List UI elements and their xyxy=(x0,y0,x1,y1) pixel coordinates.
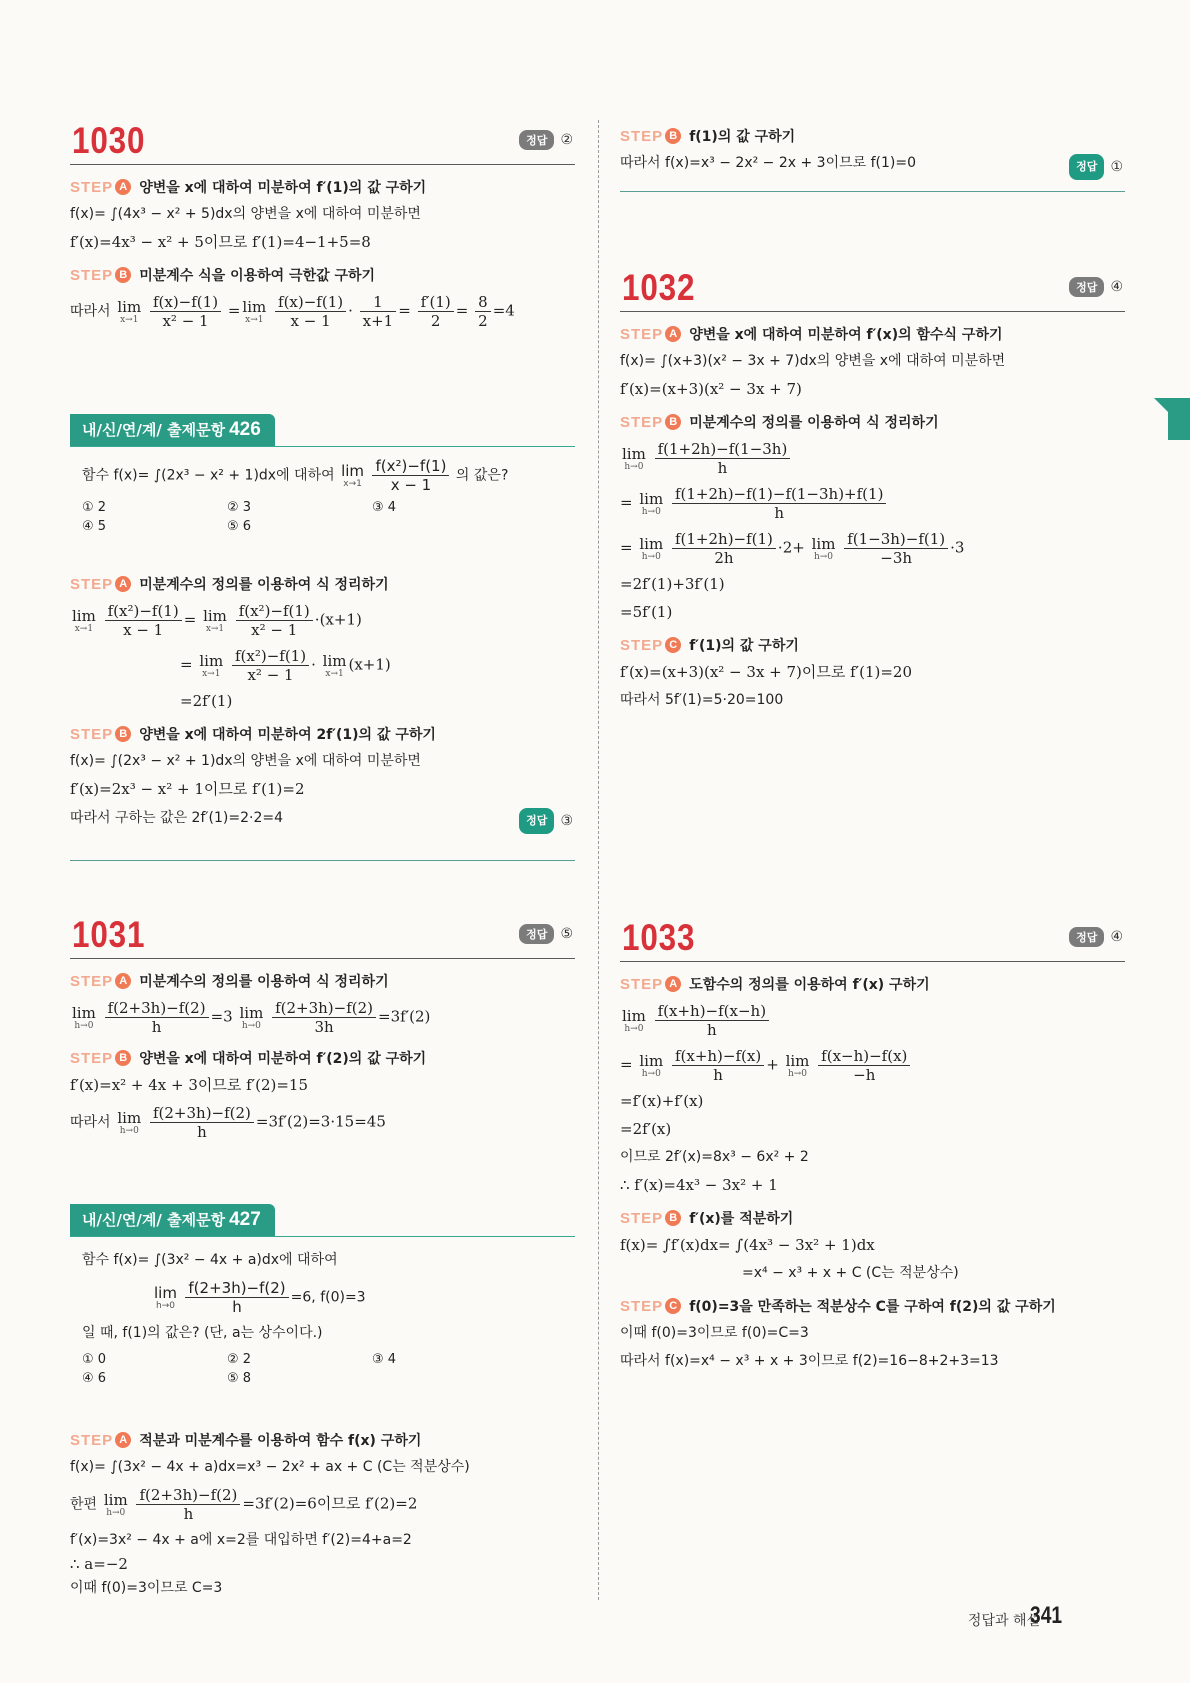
step-a xyxy=(620,324,1125,344)
answer-tag: 정답 xyxy=(1069,927,1104,947)
fraction: $\frac{\text{f(x²)−f(1)}}{x - 1}$ xyxy=(372,457,449,494)
limit-expression: lim h→0 $\frac{f(2+3h)-f(2)}{h}$ =3 lim h→0 $\frac{f(2+3h)-f(2)}{3h}$ =3f′(2) xyxy=(72,999,431,1036)
limit-symbol: lim h→0 xyxy=(154,1283,177,1311)
fraction: $\frac{f(1+2h)-f(1)}{2h}$ xyxy=(672,530,776,567)
fraction: $\frac{\text{f(x²)−f(1)}}{\text{x² − 1}}$ xyxy=(236,602,313,639)
choice[interactable]: ④ 5 xyxy=(82,519,107,534)
step-badge: B xyxy=(665,128,681,144)
step-a xyxy=(620,974,1125,994)
column-divider xyxy=(598,120,599,1600)
fraction: $\frac{f(2+3h)-f(2)}{h}$ xyxy=(185,1279,288,1316)
section-separator xyxy=(620,191,1125,192)
limit-symbol: lim x→1 xyxy=(72,606,96,634)
limit-expression: 한편 lim h→0 $\frac{f(2+3h)-f(2)}{h}$ =3f′(2)=6이므로 f′(2)=2 xyxy=(70,1486,418,1523)
problem-1030-continued xyxy=(620,120,1125,174)
step-title: f′(x)를 적분하기 xyxy=(689,1211,794,1227)
choice[interactable]: ⑤ 6 xyxy=(227,519,252,534)
solution-line: 따라서 f(x)=x³ − 2x² − 2x + 3이므로 f(1)=0 정답 ① xyxy=(620,152,1125,174)
solution-line: f(x)= ∫f′(x)dx= ∫(4x³ − 3x² + 1)dx xyxy=(620,1236,875,1254)
limit-symbol: lim h→0 xyxy=(117,1108,142,1136)
related-question-tab: 내/신/연/계/ 출제문항 426 xyxy=(70,414,275,446)
answer-tag: 정답 xyxy=(1069,154,1104,180)
fraction: $\frac{f(x)-f(1)}{x - 1}$ xyxy=(275,293,346,330)
solution-line: f′(x)=2x³ − x² + 1이므로 f′(1)=2 xyxy=(70,780,305,798)
choice[interactable]: ④ 6 xyxy=(82,1371,107,1386)
problem-header xyxy=(620,265,1125,312)
limit-symbol: lim h→0 xyxy=(622,1006,646,1034)
step-title: 양변을 x에 대하여 미분하여 f′(2)의 값 구하기 xyxy=(139,1051,427,1067)
limit-expression: = lim h→0 $\frac{f(1+2h)-f(1)}{2h}$ ·2+ lim h→0 $\frac{f(1-3h)-f(1)}{-3h}$ ·3 xyxy=(620,530,965,567)
solution-line: ∴ f′(x)=4x³ − 3x² + 1 xyxy=(620,1176,778,1194)
fraction: $\frac{f(1+2h)-f(1)-f(1-3h)+f(1)}{h}$ xyxy=(672,485,886,522)
solution-line: f′(x)=4x³ − x² + 5이므로 f′(1)=4−1+5=8 xyxy=(70,233,371,251)
limit-expression: 따라서 lim x→1 $\frac{f(x)-f(1)}{\text{x² − 1}}$ = lim x→1 $\frac{f(x)-f(1)}{x - 1}$ · $\frac{1}{x+1}$ = $\frac{f'(1)}{2}$ = $\frac{8}{2}$ =4 xyxy=(70,293,515,330)
answer-value: ④ xyxy=(1110,929,1123,945)
fraction: $\frac{f'(1)}{2}$ xyxy=(418,293,454,330)
solution-line: 이때 f(0)=3이므로 C=3 xyxy=(70,1580,223,1596)
limit-symbol: lim x→1 xyxy=(322,651,347,679)
problem-number: 1031 xyxy=(72,914,146,955)
step-badge: A xyxy=(115,179,131,195)
limit-symbol: lim h→0 xyxy=(639,534,664,562)
solution-line: 이때 f(0)=3이므로 f(0)=C=3 xyxy=(620,1325,809,1341)
question-text: 일 때, f(1)의 값은? (단, a는 상수이다.) xyxy=(82,1325,323,1341)
step-title: f(0)=3을 만족하는 적분상수 C를 구하여 f(2)의 값 구하기 xyxy=(689,1299,1056,1315)
solution-line: 따라서 f(x)=x⁴ − x³ + x + 3이므로 f(2)=16−8+2+3=13 xyxy=(620,1353,999,1369)
problem-number: 1033 xyxy=(622,917,696,958)
answer-choices xyxy=(70,500,575,534)
step-word: STEP xyxy=(70,575,114,593)
answer-box xyxy=(519,808,573,834)
solution-line: =f′(x)+f′(x) xyxy=(620,1092,704,1110)
problem-header xyxy=(620,915,1125,962)
question-condition: lim h→0 $\frac{f(2+3h)-f(2)}{h}$ =6, f(0)=3 xyxy=(154,1279,366,1316)
step-word: STEP xyxy=(70,725,114,743)
step-b xyxy=(70,724,575,744)
step-title: 미분계수 식을 이용하여 극한값 구하기 xyxy=(139,268,376,284)
limit-symbol: lim h→0 xyxy=(72,1003,96,1031)
answer-tag: 정답 xyxy=(519,808,554,834)
step-title: 양변을 x에 대하여 미분하여 f′(1)의 값 구하기 xyxy=(139,180,427,196)
step-badge: A xyxy=(665,976,681,992)
lead-text: 따라서 xyxy=(70,303,111,320)
limit-expression xyxy=(620,1002,1125,1039)
step-word: STEP xyxy=(70,972,114,990)
choice[interactable]: ② 3 xyxy=(227,500,252,515)
step-title: f(1)의 값 구하기 xyxy=(689,129,796,145)
step-c xyxy=(620,635,1125,655)
solution-line: f′(x)=(x+3)(x² − 3x + 7) xyxy=(620,380,802,398)
problem-1032 xyxy=(620,265,1125,711)
solution-line: 따라서 5f′(1)=5·20=100 xyxy=(620,692,784,708)
choice[interactable]: ① 0 xyxy=(82,1352,107,1367)
limit-symbol: lim h→0 xyxy=(785,1051,810,1079)
limit-symbol: lim x→1 xyxy=(117,297,142,325)
step-a xyxy=(70,574,575,594)
fraction: $\frac{1}{x+1}$ xyxy=(360,293,397,330)
step-b xyxy=(620,1208,1125,1228)
chapter-tab-marker xyxy=(1168,398,1190,440)
answer-value: ② xyxy=(560,132,573,148)
problem-1030 xyxy=(70,118,575,330)
solution-line: =2f′(1)+3f′(1) xyxy=(620,575,725,593)
limit-symbol: lim h→0 xyxy=(622,444,646,472)
section-separator xyxy=(70,860,575,861)
step-a xyxy=(70,1430,575,1450)
step-word: STEP xyxy=(620,1297,664,1315)
fraction: $\frac{\text{f(x²)−f(1)}}{x - 1}$ xyxy=(105,602,182,639)
related-question-tab: 내/신/연/계/ 출제문항 427 xyxy=(70,1204,275,1236)
step-word: STEP xyxy=(620,1209,664,1227)
limit-symbol: lim x→1 xyxy=(341,461,365,489)
question-text: 함수 f(x)= ∫(3x² − 4x + a)dx에 대하여 xyxy=(82,1252,338,1268)
step-badge: C xyxy=(665,1298,681,1314)
solution-line: f′(x)=x² + 4x + 3이므로 f′(2)=15 xyxy=(70,1076,309,1094)
solution-line: =2f′(x) xyxy=(620,1120,672,1138)
answer-box xyxy=(1069,277,1123,297)
fraction: $\frac{f(x+h)-f(x-h)}{h}$ xyxy=(655,1002,769,1039)
limit-symbol: lim h→0 xyxy=(811,534,836,562)
solution-line: f′(x)=(x+3)(x² − 3x + 7)이므로 f′(1)=20 xyxy=(620,663,912,681)
related-question-427 xyxy=(70,1204,575,1386)
fraction: $\frac{f(1-3h)-f(1)}{-3h}$ xyxy=(844,530,948,567)
step-title: f′(1)의 값 구하기 xyxy=(689,638,799,654)
choice[interactable]: ① 2 xyxy=(82,500,107,515)
fraction: $\frac{f(2+3h)-f(2)}{h}$ xyxy=(136,1486,240,1523)
step-word: STEP xyxy=(620,127,664,145)
step-badge: A xyxy=(115,576,131,592)
limit-symbol: lim x→1 xyxy=(242,297,267,325)
limit-expression: = lim h→0 $\frac{f(1+2h)-f(1)-f(1-3h)+f(1)}{h}$ xyxy=(620,485,1125,522)
fraction: $\frac{\text{f(x²)−f(1)}}{\text{x² − 1}}$ xyxy=(232,647,309,684)
choice[interactable]: ⑤ 8 xyxy=(227,1371,252,1386)
solution-line: =5f′(1) xyxy=(620,603,673,621)
problem-number: 1030 xyxy=(72,120,146,161)
fraction: $\frac{f(2+3h)-f(2)}{3h}$ xyxy=(272,999,376,1036)
answer-box xyxy=(519,130,573,150)
solution-line: ∴ a=−2 xyxy=(70,1555,128,1573)
problem-header xyxy=(70,118,575,165)
step-b xyxy=(70,265,575,285)
step-word: STEP xyxy=(70,1431,114,1449)
problem-header xyxy=(70,912,575,959)
fraction: $\frac{f(2+3h)-f(2)}{h}$ xyxy=(150,1104,254,1141)
step-word: STEP xyxy=(70,266,114,284)
answer-value: ⑤ xyxy=(560,926,573,942)
answer-value: ① xyxy=(1110,159,1123,175)
step-a xyxy=(70,971,575,991)
solution-line: =x⁴ − x³ + x + C (C는 적분상수) xyxy=(742,1265,959,1281)
step-title: 미분계수의 정의를 이용하여 식 정리하기 xyxy=(139,974,389,990)
limit-expression xyxy=(620,440,1125,477)
choice[interactable]: ③ 4 xyxy=(372,500,397,515)
answer-box xyxy=(1069,927,1123,947)
answer-choices xyxy=(70,1352,575,1386)
step-b xyxy=(620,412,1125,432)
solution-line: f(x)= ∫(x+3)(x² − 3x + 7)dx의 양변을 x에 대하여 미분하면 xyxy=(620,353,1006,369)
limit-symbol: lim x→1 xyxy=(203,606,227,634)
step-word: STEP xyxy=(620,325,664,343)
step-badge: B xyxy=(115,726,131,742)
fraction: $\frac{f(x-h)-f(x)}{-h}$ xyxy=(818,1047,910,1084)
step-b xyxy=(70,1048,575,1068)
solution-line: f(x)= ∫(2x³ − x² + 1)dx의 양변을 x에 대하여 미분하면 xyxy=(70,753,421,769)
solution-line: =2f′(1) xyxy=(180,692,233,710)
choice[interactable]: ② 2 xyxy=(227,1352,252,1367)
fraction: $\frac{f(1+2h)-f(1-3h)}{h}$ xyxy=(655,440,791,477)
step-word: STEP xyxy=(620,413,664,431)
limit-expression: = lim x→1 $\frac{\text{f(x²)−f(1)}}{\text{x² − 1}}$ · lim x→1 (x+1) xyxy=(180,647,391,684)
answer-box xyxy=(1069,154,1123,180)
answer-box xyxy=(519,924,573,944)
solution-line: f′(x)=3x² − 4x + a에 x=2를 대입하면 f′(2)=4+a=2 xyxy=(70,1532,412,1548)
step-word: STEP xyxy=(620,975,664,993)
answer-tag: 정답 xyxy=(519,130,554,150)
limit-expression: lim x→1 $\frac{\text{f(x²)−f(1)}}{x - 1}$ = lim x→1 $\frac{\text{f(x²)−f(1)}}{\text{x² − 1}}$ ·(x+1) xyxy=(72,602,362,639)
solution-line: 이므로 2f′(x)=8x³ − 6x² + 2 xyxy=(620,1149,809,1165)
limit-symbol: lim h→0 xyxy=(103,1490,128,1518)
limit-expression: 따라서 lim h→0 $\frac{f(2+3h)-f(2)}{h}$ =3f′(2)=3·15=45 xyxy=(70,1104,386,1141)
page-number: 341 xyxy=(1029,1602,1062,1629)
step-c xyxy=(620,1296,1125,1316)
step-title: 적분과 미분계수를 이용하여 함수 f(x) 구하기 xyxy=(139,1433,422,1449)
answer-value: ④ xyxy=(1110,279,1123,295)
step-badge: A xyxy=(665,326,681,342)
step-word: STEP xyxy=(70,1049,114,1067)
answer-value: ③ xyxy=(560,813,573,829)
limit-symbol: lim h→0 xyxy=(639,1051,664,1079)
problem-1033 xyxy=(620,915,1125,1372)
answer-tag: 정답 xyxy=(519,924,554,944)
step-badge: B xyxy=(665,1210,681,1226)
solution-line: f(x)= ∫(4x³ − x² + 5)dx의 양변을 x에 대하여 미분하면 xyxy=(70,206,421,222)
step-a xyxy=(70,177,575,197)
step-badge: B xyxy=(665,414,681,430)
step-word: STEP xyxy=(620,636,664,654)
solution-426 xyxy=(70,562,575,829)
step-badge: A xyxy=(115,1432,131,1448)
footer-label: 정답과 해설 xyxy=(967,1613,1040,1629)
step-title: 양변을 x에 대하여 미분하여 f′(x)의 함수식 구하기 xyxy=(689,327,1003,343)
step-word: STEP xyxy=(70,178,114,196)
related-question-bar xyxy=(70,414,575,447)
limit-symbol: lim h→0 xyxy=(239,1003,264,1031)
solution-line: f(x)= ∫(3x² − 4x + a)dx=x³ − 2x² + ax + C (C는 적분상수) xyxy=(70,1459,470,1475)
problem-number: 1032 xyxy=(622,267,696,308)
step-title: 미분계수의 정의를 이용하여 식 정리하기 xyxy=(689,415,939,431)
step-title: 도함수의 정의를 이용하여 f′(x) 구하기 xyxy=(689,977,930,993)
fraction: $\frac{8}{2}$ xyxy=(475,293,491,330)
related-question-426 xyxy=(70,414,575,534)
fraction: $\frac{f(x+h)-f(x)}{h}$ xyxy=(672,1047,764,1084)
limit-symbol: lim x→1 xyxy=(199,651,224,679)
fraction: $\frac{f(2+3h)-f(2)}{h}$ xyxy=(105,999,209,1036)
problem-1031 xyxy=(70,912,575,1141)
answer-tag: 정답 xyxy=(1069,277,1104,297)
step-b xyxy=(620,126,1125,146)
step-badge: C xyxy=(665,637,681,653)
step-title: 양변을 x에 대하여 미분하여 2f′(1)의 값 구하기 xyxy=(139,727,436,743)
solution-line: 따라서 구하는 값은 2f′(1)=2·2=4 정답 ③ xyxy=(70,806,575,829)
fraction: $\frac{f(x)-f(1)}{\text{x² − 1}}$ xyxy=(150,293,221,330)
choice[interactable]: ③ 4 xyxy=(372,1352,397,1367)
limit-symbol: lim h→0 xyxy=(639,489,664,517)
step-badge: B xyxy=(115,1050,131,1066)
step-badge: B xyxy=(115,267,131,283)
solution-427 xyxy=(70,1418,575,1599)
related-question-bar xyxy=(70,1204,575,1237)
limit-expression: = lim h→0 $\frac{f(x+h)-f(x)}{h}$ + lim h→0 $\frac{f(x-h)-f(x)}{-h}$ xyxy=(620,1047,1125,1084)
question-text: 함수 f(x)= ∫(2x³ − x² + 1)dx에 대하여 lim x→1 $\frac{\text{f(x²)−f(1)}}{x - 1}$ 의 값은? xyxy=(82,457,509,494)
step-badge: A xyxy=(115,973,131,989)
step-title: 미분계수의 정의를 이용하여 식 정리하기 xyxy=(139,577,389,593)
